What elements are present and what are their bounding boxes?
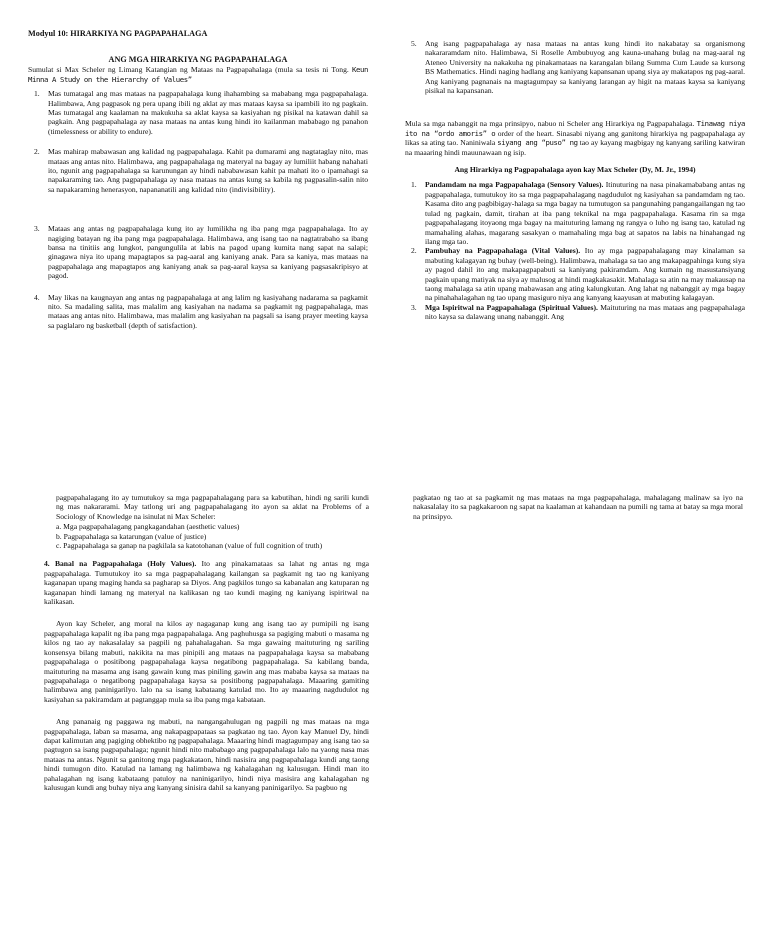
ordo-amoris-paragraph: Mula sa mga nabanggit na mga prinsipyo, nabuo ni Scheler ang Hirarkiya ng Pagpapahalaga. Tinawag niya ito na “ordo amoris” o order of the heart. Sinasabi niyang ang ganitong hirarkiya ng pagpapahalaga ay likas sa ating tao. Naniniwala siyang ang “puso” ng tao ay kayang magbigay ng kanyang sariling katwiran na maaaring hindi mauunawaan ng isip. bbox=[405, 119, 746, 157]
list-item-text: May likas na kaugnayan ang antas ng pagpapahalaga at ang lalim ng kasiyahang nadarama sa pagkamit nito. Sa madaling salita, mas malalim ang kasiyahan na nadama sa pagkamit ng pagpapahalaga, mas mataas ang antas nito. Halimbawa, mas malalim ang kasiyahan na pagsali sa isang prayer meeting kaysa sa paglalaro ng basketball (depth of satisfaction). bbox=[48, 292, 368, 330]
hierarchy-list bbox=[405, 180, 745, 321]
right-column-bottom bbox=[413, 493, 743, 521]
hierarchy-heading: Ang Hirarkiya ng Pagpapahalaga ayon kay Max Scheler (Dy, M. Jr., 1994) bbox=[454, 165, 696, 175]
conclusion-paragraph: pagkatao ng tao at sa pagkamit ng mas mataas na mga pagpapahalaga, mahalagang malinaw sa iyo na nakasalalay ito sa pagkakaroon ng sapat na kaalaman at kahandaan na pumili ng tama at batay sa mga moral na prinsipyo. bbox=[413, 493, 743, 521]
good-vs-evil-paragraph: Ang pananaig ng paggawa ng mabuti, na nangangahulugan ng pagpili ng mas mataas na mga pagpapahalaga, laban sa masama, ang nakapagpapataas sa pagkatao ng tao. Ayon kay Manuel Dy, hindi dapat kalimutan ang pagiging obhektibo ng pagpapahalaga. Maaaring hindi magtagumpay ang isang tao sa pagtugon sa isang pagpapahalaga; ngunit hindi nito mababago ang pagpapahalaga lalo na yaong nasa mas mataas na antas. Ngunit sa ganitong mga pagkakataon, hindi nasisira ang pagpapahalaga kundi ang taong hindi tumugon dito. Katulad na lamang ng halimbawa ng kahalagahan ng kalusugan. Hindi man ito pahalagahan ng isang kabataang patuloy na naninigarilyo, hindi niya masisira ang kahalagahan ng kalusugan kundi ang buhay niya ang kanyang sinisira dahil sa kanyang paninigarilyo. Sa pagbuo ng bbox=[44, 717, 369, 792]
intro-text: Sumulat si Max Scheler ng Limang Katangian ng Mataas na Pagpapahalaga (mula sa tesis ni Tong. bbox=[28, 65, 349, 75]
list-item: 4. May likas na kaugnayan ang antas ng pagpapahalaga at ang lalim ng kasiyahang nadarama sa pagkamit nito. Sa madaling salita, mas malalim ang kasiyahan na nadama sa pagkamit ng pagpapahalaga, mas mataas ang antas nito. Halimbawa, mas malalim ang kasiyahan na pagsali sa isang prayer meeting kaysa sa paglalaro ng basketball (depth of satisfaction). bbox=[34, 292, 368, 330]
list-item: 5. Ang isang pagpapahalaga ay nasa mataas na antas kung hindi ito nakabatay sa organismong nakararamdam nito. Halimbawa, Si Roselle Ambubuyog ang kauna-unahang bulag na mag-aaral ng Ateneo University na nakakuha ng pinakamataas na karangalan bilang Summa Cum Laude sa kursong BS Mathematics. Hindi naging hadlang ang kaniyang kapansanan upang siya ay makatapos ng pag-aaral. Ang kaniyang pagnanais na magtagumpay sa kaniyang larangan ay higit na mataas kaysa sa kaniyang pisikal na kapansanan. bbox=[411, 39, 745, 96]
right-column-top bbox=[405, 39, 745, 322]
principle-5-list bbox=[405, 39, 745, 95]
list-item-text: Mas mahirap mabawasan ang kalidad ng pagpapahalaga. Kahit pa dumarami ang nagtataglay nito, mas mataas ang antas nito. Halimbawa, ang pagpapahalaga ng materyal na bagay ay lumiliit habang nahahati ito, ngunit ang pagpapahalaga sa karunungan ay hindi nababawasan kahit pa mahati ito o ipamahagi sa napakaraming tao. Ang pagpapahalaga ay nasa mataas na antas kung sa kabila ng pagpasalin-salin nito sa napakaraming henerasyon, napananatili ang kalidad nito (indivisibility). bbox=[48, 147, 368, 194]
holy-values-paragraph: 4. Banal na Pagpapahalaga (Holy Values). Ito ang pinakamataas sa lahat ng antas ng mga pagpapahalaga. Tumutukoy ito sa mga pagpapahalagang kailangan sa pagkamit ng tao ng kaniyang kaganapan upang maging handa sa pagharap sa Diyos. Ang pagkilos tungo sa kabanalan ang katuparan ng kaganapan hindi lamang ng materyal na kalikasan ng tao kundi maging ng kaniyang ispiritwal na kalikasan. bbox=[44, 559, 369, 607]
principles-list bbox=[28, 89, 368, 330]
intro-paragraph bbox=[28, 65, 368, 84]
left-column-bottom bbox=[44, 493, 369, 792]
list-item: 2. Pambuhay na Pagpapahalaga (Vital Values). Ito ay mga pagpapahalagang may kinalaman sa mabuting kalagayan ng buhay (well-being). Halimbawa, mahalaga sa tao ang makapagpahinga kung siya ay pagod dahil ito ang makapagpapabuti sa kaniyang pakiramdam. Ang kumain ng masustansiyang pagkain upang matiyak na siya ay malusog at hindi magkakasakit. Mahalaga sa atin na may makausap na taong mahalaga sa atin upang mabawasan ang ating kalungkutan. Ang lahat ng nabanggit ay mga bagay na pinahahalagahan ng tao upang masiguro niya ang kanyang kaayusan at mabuting kalagayan. bbox=[411, 246, 745, 303]
list-item-text: Mas tumatagal ang mas mataas na pagpapahalaga kung ihahambing sa mababang mga pagpapahalaga. Halimbawa, Ang pagpasok ng pera upang ibili ng aklat ay mas mataas kaysa sa ipambili ito ng pagkain. Mas tumatagal ang kaalaman na makukuha sa aklat kaysa sa kasiyahan ng pisikal na katawan dahil sa pagkain. Ang pagpapahalaga ay nasa mataas na antas kung hindi ito kailanman mababago ng panahon (timelessness or ability to endure). bbox=[48, 89, 368, 136]
list-item: 1. Pandamdam na mga Pagpapahalaga (Sensory Values). Itinuturing na nasa pinakamababang antas ng pagpapahalaga, tumutukoy ito sa mga pagpapahalagang nagdudulot ng kasiyahan sa pandamdam ng tao. Kasama dito ang pagbibigay-halaga sa mga bagay na tumutugon sa pangunahing pangangailangan ng tao tulad ng pagkain, damit, tirahan at iba pang teknikal na mga pagpapahalaga. Kasama rin sa mga pagpapahalagang itoyaong mga bagay na maituturing lamang ng rangya o luho ng isang tao, katulad ng mamahaling alahas, magarang sasakyan o mamahaling mga bag at sapatos na labis na hinahangad ng ilang mga tao. bbox=[411, 180, 745, 246]
sublist-item: b. Pagpapahalaga sa katarungan (value of justice) bbox=[56, 531, 207, 541]
spiritual-sublist bbox=[56, 522, 369, 550]
sublist-item: c. Pagpapahalaga sa ganap na pagkilala sa katotohanan (value of full cognition of truth) bbox=[56, 541, 323, 551]
spiritual-continuation: pagpapahalagang ito ay tumutukoy sa mga pagpapahalagang para sa kabutihan, hindi ng sarili kundi ng mas nakararami. May tatlong uri ang pagpapahalagang ito ayon sa aklat na Problems of a Sociology of Knowledge na isinulat ni Max Scheler: bbox=[56, 493, 369, 521]
list-item: 1. Mas tumatagal ang mas mataas na pagpapahalaga kung ihahambing sa mababang mga pagpapahalaga. Halimbawa, Ang pagpasok ng pera upang ibili ng aklat ay mas mataas kaysa sa ipambili ito ng pagkain. Mas tumatagal ang kaalaman na makukuha sa aklat kaysa sa kasiyahan ng pisikal na katawan dahil sa pagkain. Ang pagpapahalaga ay nasa mataas na antas kung hindi ito kailanman mababago ng panahon (timelessness or ability to endure). bbox=[34, 89, 368, 136]
list-item: 2. Mas mahirap mabawasan ang kalidad ng pagpapahalaga. Kahit pa dumarami ang nagtataglay nito, mas mataas ang antas nito. Halimbawa, ang pagpapahalaga ng materyal na bagay ay lumiliit habang nahahati ito, ngunit ang pagpapahalaga sa karunungan ay hindi nababawasan kahit pa mahati ito o ipamahagi sa napakaraming tao. Ang pagpapahalaga ay nasa mataas na antas kung sa kabila ng pagpasalin-salin nito sa napakaraming henerasyon, napananatili ang kalidad nito (indivisibility). bbox=[34, 147, 368, 194]
list-item: 3. Mataas ang antas ng pagpapahalaga kung ito ay lumilikha ng iba pang mga pagpapahalaga. Ito ay nagiging batayan ng iba pang mga pagpapahalaga. Halimbawa, ang isang tao na nagtatrabaho sa ibang bansa na tinitiis ang lungkot, pangungulila at labis na pagod upang kumita nang sapat na salapi; ginagawa niya ito upang mapagtapos sa pag-aaral ang kaniyang anak. Para sa kaniya, mas mataas na pagpapahalaga ang mapagtapos ang kaniyang anak sa pag-aaral kaysa sa kaniyang pagsasakripisyo at pagod. bbox=[34, 224, 368, 281]
section-title: ANG MGA HIRARKIYA NG PAGPAPAHALAGA bbox=[108, 55, 288, 65]
intro-source: Keun Minna A Study on the Hierarchy of Values” bbox=[28, 65, 368, 84]
module-title: Modyul 10: HIRARKIYA NG PAGPAPAHALAGA bbox=[28, 29, 208, 38]
sublist-item: a. Mga pagpapahalagang pangkagandahan (aesthetic values) bbox=[56, 522, 240, 532]
moral-act-paragraph: Ayon kay Scheler, ang moral na kilos ay nagaganap kung ang isang tao ay pumipili ng isang pagpapahalaga kapalit ng iba pang mga pagpapahalaga. Ang paghuhusga sa pagiging mabuti o masama ng kilos ng tao ay nakasalalay sa pagpili ng pahahalagahan. Sa mga gawaing maituturing ng sariling konsensya bilang mabuti, nakikita na mas pinipili ang mataas na pagpapahalaga kaysa sa mababang pagpapahalaga o positibong pagpapahalaga kaysa negatibong pagpapahalaga. Sa kabilang banda, maituturing na masama ang isang gawain kung mas piniling gawin ang mas mababa kaysa sa mataas na pagpapahalaga o negatibong pagpapahalaga kaysa sa positibong pagpapahalaga. Maaaring gamiting halimbawa ang paninigarilyo. lalo na sa isang kabataang katulad mo. Ito ay maaaring nagdudulot ng kasiyahan sa pakiramdam at pagtanggap mula sa iba pang mga kabataan. bbox=[44, 619, 369, 704]
list-item-text: Ang isang pagpapahalaga ay nasa mataas na antas kung hindi ito nakabatay sa organismong nakararamdam nito. Halimbawa, Si Roselle Ambubuyog ang kauna-unahang bulag na mag-aaral ng Ateneo University na nakakuha ng pinakamataas na karangalan bilang Summa Cum Laude sa kursong BS Mathematics. Hindi naging hadlang ang kaniyang kapansanan upang siya ay makatapos ng pag-aaral. Ang kaniyang pagnanais na magtagumpay sa kaniyang larangan ay higit na mataas kaysa sa kaniyang pisikal na kapansanan. bbox=[425, 39, 745, 96]
list-item: 3. Mga Ispiritwal na Pagpapahalaga (Spiritual Values). Maituturing na mas mataas ang pagpapahalaga nito kaysa sa dalawang unang nabanggit. Ang bbox=[411, 302, 745, 322]
left-column-top bbox=[28, 29, 368, 330]
list-item-text: Mataas ang antas ng pagpapahalaga kung ito ay lumilikha ng iba pang mga pagpapahalaga. Ito ay nagiging batayan ng iba pang mga pagpapahalaga. Halimbawa, ang isang tao na nagtatrabaho sa ibang bansa na tinitiis ang lungkot, pangungulila at labis na pagod upang kumita nang sapat na salapi; ginagawa niya ito upang mapagtapos sa pag-aaral ang kaniyang anak. Para sa kaniya, mas mataas na pagpapahalaga ang mapagtapos ang kaniyang anak sa pag-aaral kaysa sa kaniyang pagsasakripisyo at pagod. bbox=[48, 224, 368, 281]
